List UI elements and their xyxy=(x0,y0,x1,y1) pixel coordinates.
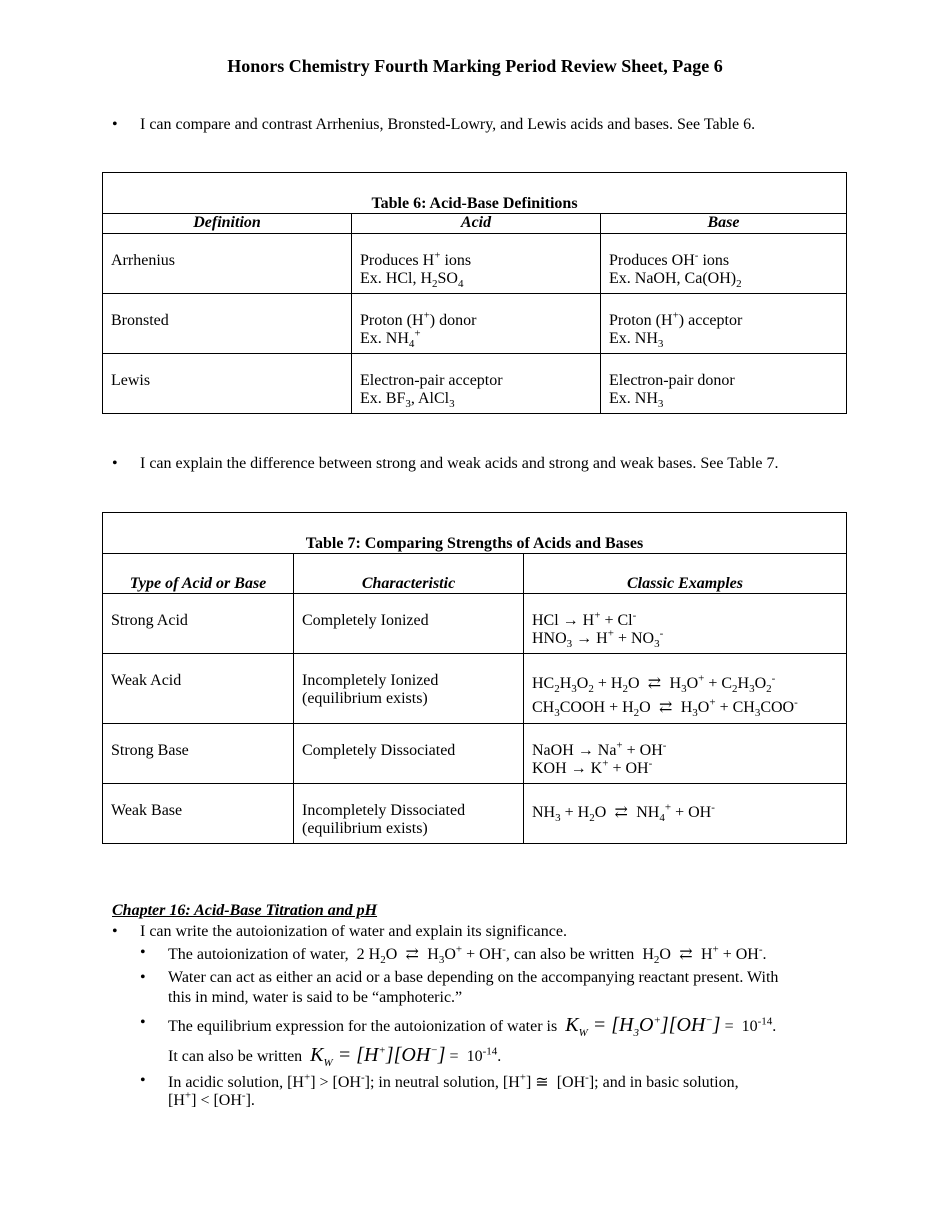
column-header: Classic Examples xyxy=(524,554,847,594)
table-cell: Electron-pair acceptor Ex. $BF_3$, AlCl$_3$ xyxy=(352,354,601,414)
sub-bullet-text: The equilibrium expression for the autoionization of water is $K_W = [H_3O^+][OH^-] = 10^{-14}$. xyxy=(168,1014,777,1039)
column-header: Characteristic xyxy=(294,554,524,594)
table-row xyxy=(103,294,847,354)
equation-cell: $NH_3 + H_2O$ ⇄ $NH_4^+ + OH^-$ xyxy=(524,784,847,844)
table-cell: Produces H+ ions Ex. HCl, $H_2SO_4$ xyxy=(352,234,601,294)
sub-bullet-text: It can also be written $K_W = [H^+][OH^-] = 10^{-14}$. xyxy=(168,1044,502,1069)
table-row xyxy=(103,784,847,844)
sub-bullet-text: Water can act as either an acid or a base depending on the accompanying reactant present. With xyxy=(168,969,779,986)
bullet-icon: • xyxy=(112,116,118,133)
column-header: Base xyxy=(601,214,847,234)
table-cell: Incompletely Dissociated (equilibrium exists) xyxy=(294,784,524,844)
table-cell: Proton (H+) acceptor Ex. $NH_3$ xyxy=(601,294,847,354)
table-cell: Completely Dissociated xyxy=(294,724,524,784)
sub-bullet-text: In acidic solution, [H+] > [OH-]; in neutral solution, [H+] ≅ [OH-]; and in basic solution, xyxy=(168,1071,739,1091)
table-row xyxy=(103,724,847,784)
objective-text: I can compare and contrast Arrhenius, Bronsted-Lowry, and Lewis acids and bases. See Table 6. xyxy=(140,116,756,133)
objective-text: I can explain the difference between strong and weak acids and strong and weak bases. See Table 7. xyxy=(140,455,779,472)
column-header: Definition xyxy=(103,214,352,234)
bullet-icon: • xyxy=(112,455,118,472)
table-cell: Weak Base xyxy=(103,784,294,844)
bullet-icon: • xyxy=(140,1014,146,1031)
column-header: Acid xyxy=(352,214,601,234)
equation-cell: HCl → H+ + Cl- $HNO_3 \to H^+ + NO_3^-$ xyxy=(524,594,847,654)
sub-bullet-text: [H+] < [OH-]. xyxy=(168,1089,255,1109)
bullet-icon: • xyxy=(140,944,146,961)
sub-bullet-text: this in mind, water is said to be “amphoteric.” xyxy=(168,989,463,1006)
table-cell: Bronsted xyxy=(103,294,352,354)
table-cell: Incompletely Ionized (equilibrium exists) xyxy=(294,654,524,724)
table-7 xyxy=(102,512,847,844)
table-cell: Weak Acid xyxy=(103,654,294,724)
table-row xyxy=(103,594,847,654)
table-cell: Strong Base xyxy=(103,724,294,784)
table-cell: Completely Ionized xyxy=(294,594,524,654)
chapter-heading: Chapter 16: Acid-Base Titration and pH xyxy=(112,902,378,919)
table-cell: Produces OH- ions Ex. NaOH, $Ca(OH)_2$ xyxy=(601,234,847,294)
table-cell: Lewis xyxy=(103,354,352,414)
table-row xyxy=(103,234,847,294)
equation-cell: $HC_2H_3O_2 + H_2O$ ⇄ $H_3O^+ + C_2H_3O_2^-$ $CH_3COOH + H_2O$ ⇄ $H_3O^+ + CH_3COO^-$ xyxy=(524,654,847,724)
bullet-icon: • xyxy=(112,923,118,940)
bullet-icon: • xyxy=(140,969,146,986)
equation-cell: NaOH → Na+ + OH- KOH → K+ + OH- xyxy=(524,724,847,784)
table-cell: Arrhenius xyxy=(103,234,352,294)
table-caption: Table 7: Comparing Strengths of Acids and Bases xyxy=(103,513,847,554)
table-cell: Strong Acid xyxy=(103,594,294,654)
table-6 xyxy=(102,172,847,414)
column-header: Type of Acid or Base xyxy=(103,554,294,594)
page-title: Honors Chemistry Fourth Marking Period Review Sheet, Page 6 xyxy=(227,56,723,76)
table-cell: Proton (H+) donor Ex. $NH_4^+$ xyxy=(352,294,601,354)
sub-bullet-text: The autoionization of water, 2 $H_2O$ ⇄ $H_3O^+ + OH^-$, can also be written $H_2O$ ⇄ H+ + OH-. xyxy=(168,943,767,967)
table-row xyxy=(103,354,847,414)
objective-text: I can write the autoionization of water and explain its significance. xyxy=(140,923,567,940)
table-row xyxy=(103,654,847,724)
bullet-icon: • xyxy=(140,1072,146,1089)
table-caption: Table 6: Acid-Base Definitions xyxy=(103,173,847,214)
table-cell: Electron-pair donor Ex. $NH_3$ xyxy=(601,354,847,414)
